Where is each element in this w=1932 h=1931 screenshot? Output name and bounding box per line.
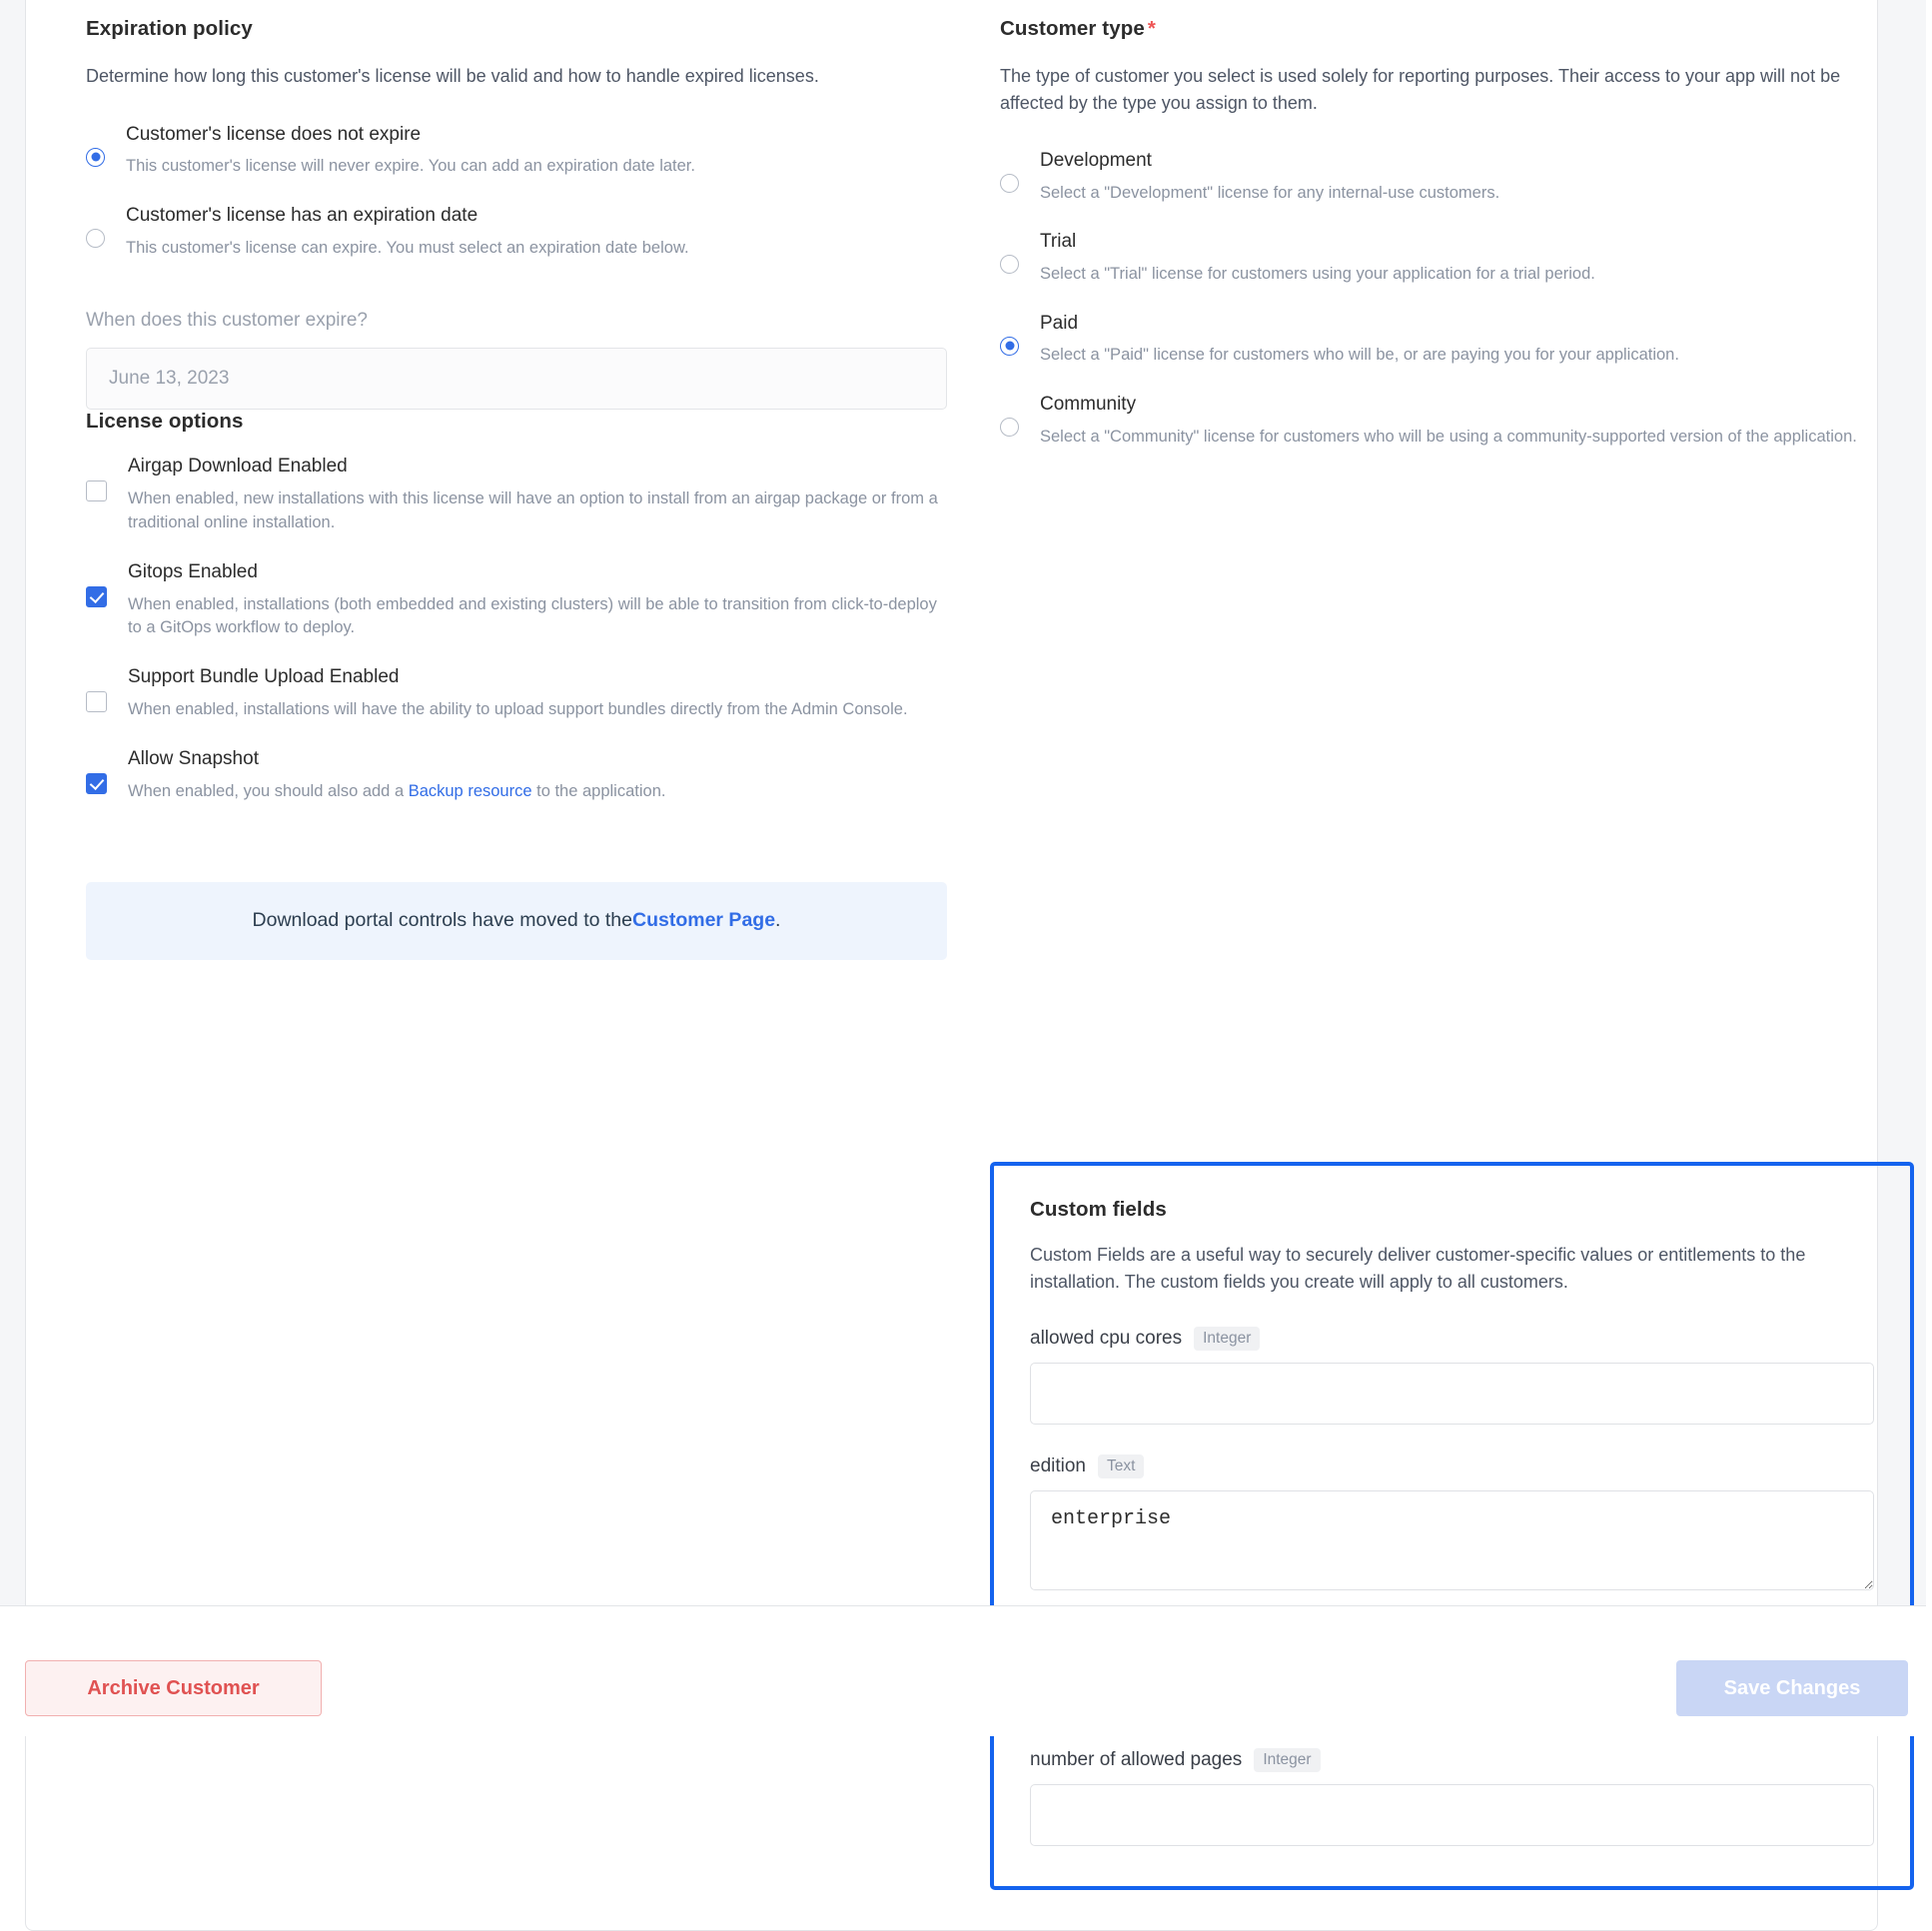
radio-community[interactable]: [1000, 418, 1019, 437]
radio-development[interactable]: [1000, 174, 1019, 193]
license-option-allow-snapshot[interactable]: [86, 748, 945, 804]
license-option-support-bundle-label: Support Bundle Upload Enabled: [128, 666, 400, 688]
license-option-gitops-label: Gitops Enabled: [128, 560, 258, 582]
radio-trial-sub: Select a "Trial" license for customers using your application for a trial period.: [1040, 265, 1595, 284]
expiration-option-no-expire[interactable]: [86, 124, 945, 179]
customer-type-title: [1000, 17, 1884, 41]
page-right-edge: [1926, 0, 1932, 1736]
input-allowed-cpu-cores[interactable]: [1030, 1363, 1874, 1425]
license-option-gitops[interactable]: [86, 561, 945, 641]
license-option-gitops-sub: When enabled, installations (both embedded and existing clusters) will be able to transition from click-to-deploy to a GitOps workflow to deploy.: [128, 594, 937, 637]
custom-fields-title: Custom fields: [1030, 1198, 1167, 1222]
snapshot-sub-before: When enabled, you should also add a: [128, 781, 409, 800]
customer-page-link[interactable]: Customer Page: [632, 909, 776, 932]
radio-has-expire-sub: This customer's license can expire. You must select an expiration date below.: [126, 238, 689, 257]
field-type-allowed-cpu-cores: Integer: [1194, 1327, 1260, 1351]
input-number-of-allowed-pages[interactable]: [1030, 1784, 1874, 1846]
license-option-airgap-sub: When enabled, new installations with this license will have an option to install from an airgap package or from a traditional online installation.: [128, 488, 938, 531]
input-edition[interactable]: [1030, 1490, 1874, 1590]
save-changes-button: Save Changes: [1676, 1660, 1908, 1716]
field-name-edition: edition: [1030, 1455, 1086, 1477]
customer-type-option-paid[interactable]: [1000, 313, 1884, 368]
radio-development-sub: Select a "Development" license for any internal-use customers.: [1040, 184, 1500, 203]
notice-text-after: .: [775, 909, 781, 932]
archive-customer-button[interactable]: Archive Customer: [25, 1660, 322, 1716]
field-type-edition: Text: [1098, 1454, 1144, 1478]
radio-no-expire-sub: This customer's license will never expire. You can add an expiration date later.: [126, 157, 695, 176]
expiration-date-input[interactable]: June 13, 2023: [86, 348, 947, 410]
license-options-title: License options: [86, 410, 244, 434]
snapshot-sub-after: to the application.: [531, 781, 666, 800]
customer-type-option-development[interactable]: [1000, 150, 1884, 205]
license-option-allow-snapshot-label: Allow Snapshot: [128, 748, 259, 770]
customer-type-title-text: Customer type: [1000, 17, 1145, 40]
field-label-edition: [1030, 1454, 1874, 1478]
footer-bar: [0, 1606, 1932, 1736]
notice-text-before: Download portal controls have moved to the: [252, 909, 632, 932]
checkbox-allow-snapshot[interactable]: [86, 773, 107, 794]
expiration-policy-description: Determine how long this customer's license will be valid and how to handle expired licenses.: [86, 66, 819, 86]
radio-community-sub: Select a "Community" license for customers who will be using a community-supported version of the application.: [1040, 427, 1857, 446]
radio-trial-label: Trial: [1040, 231, 1077, 253]
customer-type-option-trial[interactable]: [1000, 231, 1884, 286]
checkbox-airgap-download-enabled[interactable]: [86, 481, 107, 501]
radio-has-expire[interactable]: [86, 229, 105, 248]
field-name-allowed-cpu-cores: allowed cpu cores: [1030, 1328, 1183, 1350]
field-label-number-of-allowed-pages: [1030, 1748, 1874, 1772]
backup-resource-link[interactable]: Backup resource: [408, 781, 532, 800]
expiration-policy-title: Expiration policy: [86, 17, 253, 40]
radio-paid-sub: Select a "Paid" license for customers who will be, or are paying you for your application.: [1040, 346, 1679, 365]
checkbox-support-bundle-upload-enabled[interactable]: [86, 691, 107, 712]
customer-type-option-community[interactable]: [1000, 394, 1884, 449]
radio-trial[interactable]: [1000, 255, 1019, 274]
radio-no-expire[interactable]: [86, 148, 105, 167]
field-type-number-of-allowed-pages: Integer: [1254, 1748, 1320, 1772]
radio-paid[interactable]: [1000, 337, 1019, 356]
expire-question-label: When does this customer expire?: [86, 310, 368, 332]
radio-paid-label: Paid: [1040, 312, 1079, 334]
download-portal-notice: [86, 882, 947, 960]
required-marker: *: [1147, 17, 1156, 40]
field-name-number-of-allowed-pages: number of allowed pages: [1030, 1749, 1243, 1771]
radio-community-label: Community: [1040, 393, 1137, 415]
license-option-support-bundle[interactable]: [86, 666, 945, 722]
license-option-allow-snapshot-sub: [128, 780, 945, 804]
radio-development-label: Development: [1040, 150, 1152, 172]
license-option-airgap[interactable]: [86, 456, 945, 535]
checkbox-gitops-enabled[interactable]: [86, 586, 107, 607]
license-option-airgap-label: Airgap Download Enabled: [128, 456, 348, 478]
expiration-option-has-expire[interactable]: [86, 205, 945, 260]
custom-fields-panel: [990, 1162, 1914, 1890]
radio-has-expire-label: Customer's license has an expiration date: [126, 204, 479, 226]
radio-no-expire-label: Customer's license does not expire: [126, 123, 422, 145]
custom-fields-description: Custom Fields are a useful way to securely deliver customer-specific values or entitlements to the installation. The custom fields you create will apply to all customers.: [1030, 1245, 1806, 1292]
license-option-support-bundle-sub: When enabled, installations will have the ability to upload support bundles directly from the Admin Console.: [128, 700, 908, 719]
customer-type-description: The type of customer you select is used solely for reporting purposes. Their access to your app will not be affected by the type you assign to them.: [1000, 66, 1841, 113]
field-label-allowed-cpu-cores: [1030, 1327, 1874, 1351]
